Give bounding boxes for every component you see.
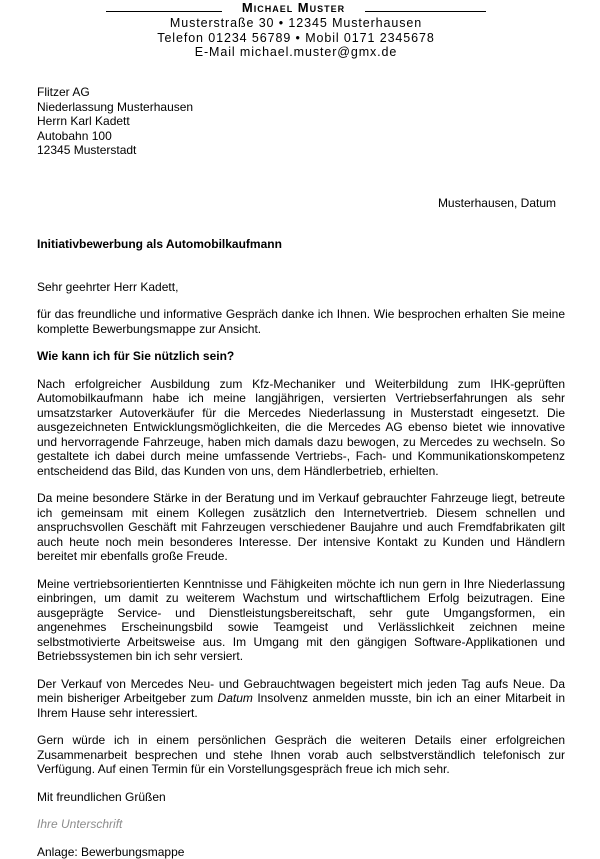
date-placeholder: Datum bbox=[218, 691, 253, 705]
sender-email: E-Mail michael.muster@gmx.de bbox=[106, 45, 486, 60]
sender-phone: Telefon 01234 56789 • Mobil 0171 2345678 bbox=[106, 31, 486, 46]
letter-body bbox=[37, 237, 565, 859]
sender-contact bbox=[106, 16, 486, 60]
name-row bbox=[106, 1, 486, 15]
header-rule-right bbox=[365, 11, 486, 12]
paragraph-closing-request: Gern würde ich in einem persönlichen Gespräch die weiteren Details einer erfolgreichen Zusammenarbeit besprechen und stehe Ihnen vorab auch selbstverständlich telefonisch zur Verfügung. Auf einen Termin für ein Vorstellungsgespräch freue ich mich sehr. bbox=[37, 733, 565, 777]
salutation: Sehr geehrter Herr Kadett, bbox=[37, 280, 565, 295]
sender-address: Musterstraße 30 • 12345 Musterhausen bbox=[106, 16, 486, 31]
attachment-note: Anlage: Bewerbungsmappe bbox=[37, 845, 565, 859]
recipient-line: Autobahn 100 bbox=[37, 129, 193, 144]
closing-greeting: Mit freundlichen Grüßen bbox=[37, 790, 565, 805]
place-date: Musterhausen, Datum bbox=[438, 196, 556, 211]
recipient-line: 12345 Musterstadt bbox=[37, 143, 193, 158]
recipient-line: Niederlassung Musterhausen bbox=[37, 100, 193, 115]
paragraph-motivation-end: Insolvenz anmelden musste, bin ich an einer Mitarbeit in Ihrem Hause sehr interessiert. bbox=[37, 691, 565, 720]
recipient-line: Flitzer AG bbox=[37, 85, 193, 100]
signature-placeholder: Ihre Unterschrift bbox=[37, 817, 565, 832]
subject-line: Initiativbewerbung als Automobilkaufmann bbox=[37, 237, 565, 252]
recipient-address bbox=[37, 85, 193, 158]
header-rule-left bbox=[106, 11, 222, 12]
paragraph-intro: für das freundliche und informative Gespräch danke ich Ihnen. Wie besprochen erhalten Sie meine komplette Bewerbungsmappe zur Ansicht. bbox=[37, 307, 565, 336]
recipient-line: Herrn Karl Kadett bbox=[37, 114, 193, 129]
paragraph-motivation bbox=[37, 677, 565, 721]
paragraph-skills: Meine vertriebsorientierten Kenntnisse und Fähigkeiten möchte ich nun gern in Ihre Niederlassung einbringen, um damit zu weiterem Wachstum und wirtschaftlichem Erfolg beizutragen. Eine ausgeprägte Service- und Dienstleistungsbereitschaft, sehr gute Umgangsformen, ein angenehmes Erscheinungsbild sowie Teamgeist und Verlässlichkeit zeichnen meine selbstmotivierte Arbeitsweise aus. Im Umgang mit den gängigen Software-Applikationen und Betriebssystemen bin ich sehr versiert. bbox=[37, 577, 565, 664]
sender-name: Michael Muster bbox=[222, 1, 365, 15]
paragraph-strengths: Da meine besondere Stärke in der Beratung und im Verkauf gebrauchter Fahrzeuge liegt, betreute ich gemeinsam mit einem Kollegen zusätzlich den Internetvertrieb. Diesem schnellen und anspruchsvollen Geschäft mit Fahrzeugen verschiedener Baujahre und auch Fremdfabrikaten gilt auch heute noch mein besonderes Interesse. Der intensive Kontakt zu Kunden und Händlern bereitet mir ebenfalls große Freude. bbox=[37, 491, 565, 564]
paragraph-motivation-start: Der Verkauf von Mercedes Neu- und Gebrauchtwagen begeistert mich jeden Tag aufs Neue. Da mein bisheriger Arbeitgeber zum bbox=[37, 677, 565, 706]
paragraph-experience: Nach erfolgreicher Ausbildung zum Kfz-Mechaniker und Weiterbildung zum IHK-geprüften Automobilkaufmann habe ich meine langjährigen, versierten Vertriebserfahrungen als sehr umsatzstarker Autoverkäufer für die Mercedes Niederlassung in Musterstadt eingesetzt. Die ausgezeichneten Entwicklungsmöglichkeiten, die die Mercedes AG ebenso bietet wie innovative und hervorragende Fahrzeuge, haben mich damals dazu bewogen, zu Mercedes zu wechseln. So gestaltete ich dabei durch meine umfassende Vertriebs-, Fach- und Kommunikationskompetenz entscheidend das Bild, das Kunden von uns, dem Händlerbetrieb, erhielten. bbox=[37, 377, 565, 479]
section-heading: Wie kann ich für Sie nützlich sein? bbox=[37, 349, 565, 364]
